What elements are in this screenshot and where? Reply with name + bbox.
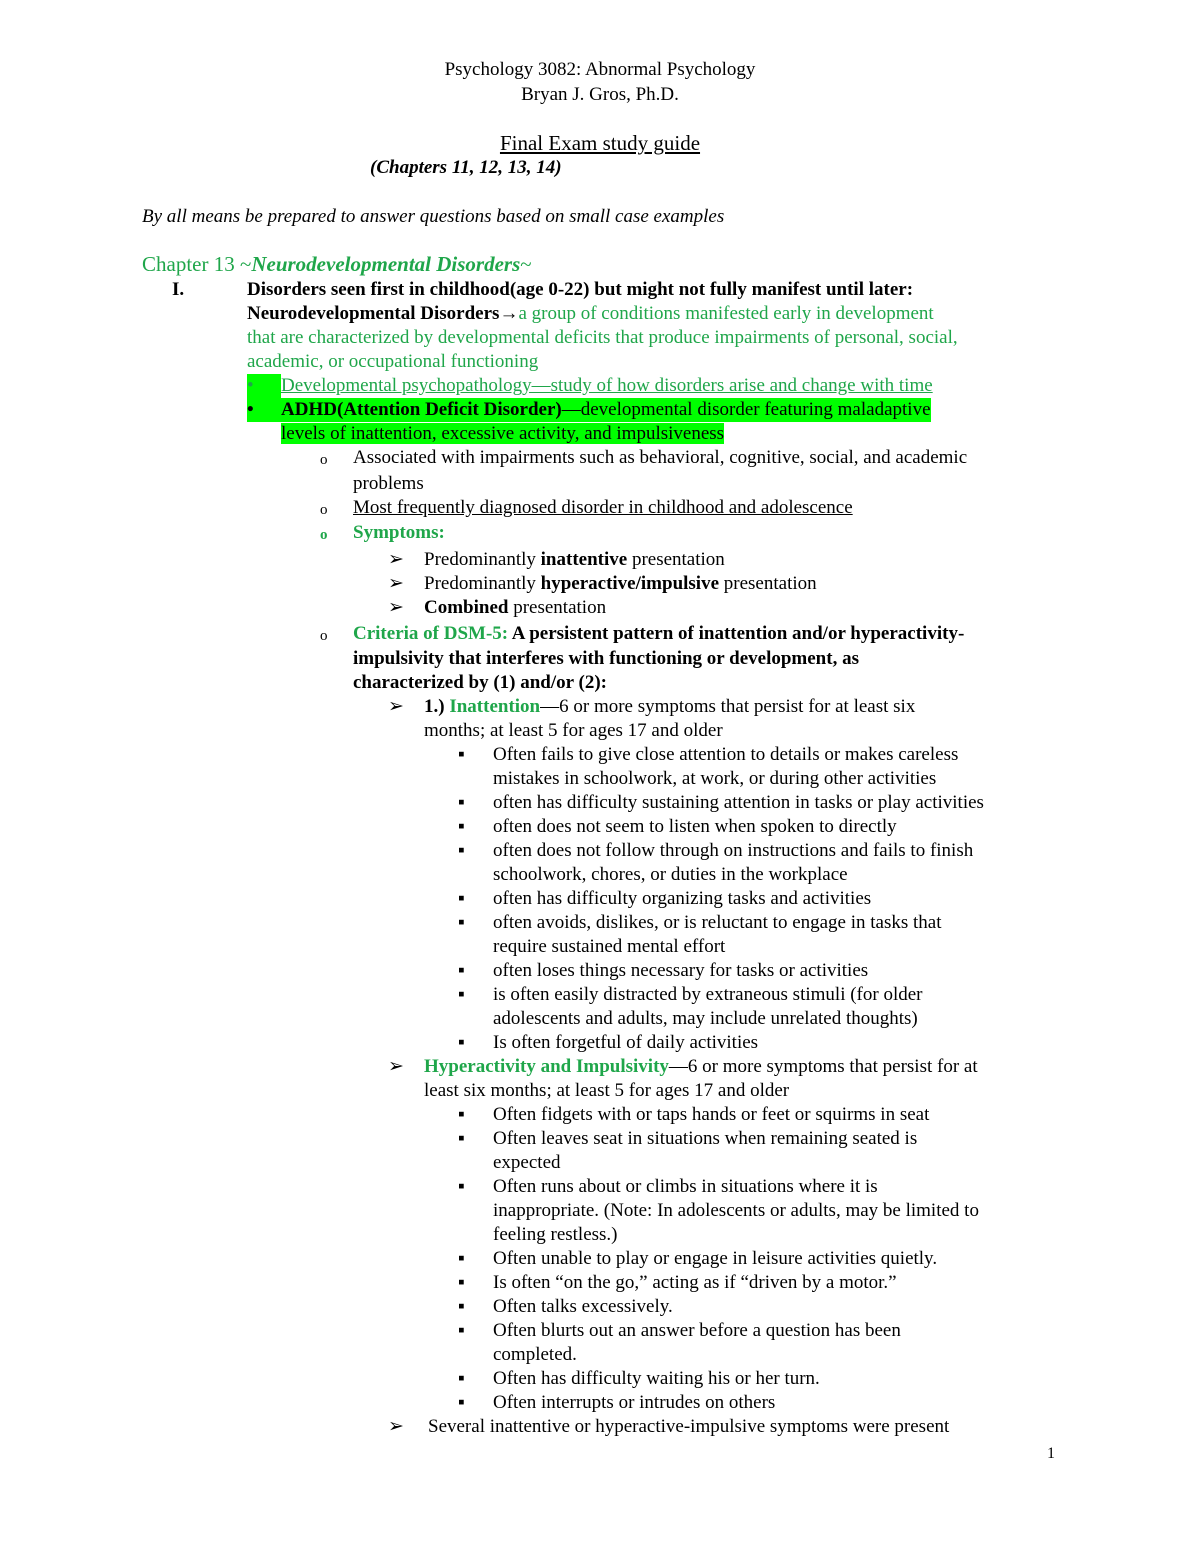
presentation-post: presentation <box>719 573 817 594</box>
hyperactivity-symptom: Often talks excessively. <box>493 1296 673 1317</box>
presentation-item <box>424 596 606 620</box>
square-bullet-icon: ▪ <box>458 888 465 909</box>
section-heading: Disorders seen first in childhood(age 0-22) but might not fully manifest until later: <box>247 279 914 300</box>
hyperactivity-symptom: Often runs about or climbs in situations where it is <box>493 1176 878 1197</box>
square-bullet-icon: ▪ <box>458 1392 465 1413</box>
presentation-pre: Predominantly <box>424 573 541 594</box>
roman-numeral: I. <box>172 279 185 300</box>
inattention-symptom: often avoids, dislikes, or is reluctant to engage in tasks that <box>493 912 942 933</box>
presentation-item <box>424 572 817 596</box>
bullet-icon: • <box>247 374 281 398</box>
inattention-symptom: mistakes in schoolwork, at work, or during other activities <box>493 768 937 789</box>
adhd-def: levels of inattention, excessive activity, and impulsiveness <box>281 423 725 444</box>
presentation-post: presentation <box>627 549 725 570</box>
nd-term: Neurodevelopmental Disorders <box>247 303 500 324</box>
hyperactivity-def: least six months; at least 5 for ages 17 and older <box>424 1080 790 1101</box>
hyperactivity-symptom: inappropriate. (Note: In adolescents or adults, may be limited to <box>493 1200 979 1221</box>
hyperactivity-symptom: feeling restless.) <box>493 1224 618 1245</box>
arrow-bullet-icon: ➢ <box>388 1416 404 1437</box>
inattention-num: 1.) <box>424 696 445 717</box>
inattention-def: months; at least 5 for ages 17 and older <box>424 720 723 741</box>
chapter-name: Neurodevelopmental Disorders <box>251 252 521 276</box>
hyperactivity-line <box>424 1055 978 1079</box>
inattention-label: Inattention <box>449 696 541 717</box>
arrow-bullet-icon: ➢ <box>388 696 404 717</box>
nd-def-text: academic, or occupational functioning <box>247 351 539 372</box>
instructor-name: Bryan J. Gros, Ph.D. <box>521 84 679 105</box>
course-title: Psychology 3082: Abnormal Psychology <box>444 59 756 80</box>
arrow-bullet-icon: ➢ <box>388 549 404 570</box>
square-bullet-icon: ▪ <box>458 816 465 837</box>
presentation-type: Combined <box>424 597 509 618</box>
hyperactivity-symptom: Often leaves seat in situations when remaining seated is <box>493 1128 918 1149</box>
criteria-text: A persistent pattern of inattention and/or hyperactivity- <box>508 623 965 644</box>
devpsych-item <box>247 374 933 398</box>
arrow-bullet-icon: ➢ <box>388 597 404 618</box>
square-bullet-icon: ▪ <box>458 1176 465 1197</box>
presentation-post: presentation <box>508 597 607 618</box>
several-symptoms-text: Several inattentive or hyperactive-impulsive symptoms were present <box>428 1416 950 1437</box>
nd-def-text: a group of conditions manifested early in development <box>518 303 934 324</box>
criteria-line <box>353 622 964 646</box>
presentation-item <box>424 548 725 572</box>
hyperactivity-symptom: Often interrupts or intrudes on others <box>493 1392 776 1413</box>
chapter-label: Chapter 13 ~ <box>142 252 252 276</box>
inattention-symptom: schoolwork, chores, or duties in the workplace <box>493 864 848 885</box>
page-title: Final Exam study guide <box>499 131 701 155</box>
hyperactivity-symptom: Often fidgets with or taps hands or feet or squirms in seat <box>493 1104 930 1125</box>
hyperactivity-label: Hyperactivity and Impulsivity <box>424 1056 669 1077</box>
square-bullet-icon: ▪ <box>458 840 465 861</box>
assoc-text: problems <box>353 473 424 494</box>
square-bullet-icon: ▪ <box>458 984 465 1005</box>
inattention-symptom: often has difficulty organizing tasks and activities <box>493 888 872 909</box>
square-bullet-icon: ▪ <box>458 960 465 981</box>
hyperactivity-symptom: Often blurts out an answer before a question has been <box>493 1320 901 1341</box>
circle-bullet-icon: o <box>320 452 328 468</box>
criteria-label: Criteria of DSM-5: <box>353 623 509 644</box>
devpsych-text: Developmental psychopathology—study of how disorders arise and change with time <box>281 375 933 396</box>
square-bullet-icon: ▪ <box>458 1320 465 1341</box>
arrow-icon: → <box>499 303 519 324</box>
circle-bullet-icon: o <box>320 628 328 644</box>
nd-def-text: that are characterized by developmental deficits that produce impairments of personal, social, <box>247 327 958 348</box>
symptoms-label: Symptoms: <box>353 522 445 543</box>
hyperactivity-def: —6 or more symptoms that persist for at <box>668 1056 978 1077</box>
adhd-term: ADHD(Attention Deficit Disorder) <box>281 399 562 420</box>
hyperactivity-symptom: completed. <box>493 1344 577 1365</box>
assoc-text: Associated with impairments such as behavioral, cognitive, social, and academic <box>353 447 968 468</box>
chapters-subtitle: (Chapters 11, 12, 13, 14) <box>370 157 562 178</box>
chapter-heading <box>142 252 532 276</box>
circle-bullet-icon: o <box>320 502 328 518</box>
adhd-item <box>247 398 931 422</box>
inattention-symptom: Often fails to give close attention to details or makes careless <box>493 744 959 765</box>
circle-bullet-icon: o <box>320 527 328 543</box>
inattention-def: —6 or more symptoms that persist for at least six <box>540 696 916 717</box>
most-frequent-text: Most frequently diagnosed disorder in childhood and adolescence <box>353 497 853 518</box>
square-bullet-icon: ▪ <box>458 1272 465 1293</box>
nd-definition-line <box>247 302 934 326</box>
page-number: 1 <box>1047 1445 1055 1462</box>
inattention-symptom: adolescents and adults, may include unrelated thoughts) <box>493 1008 918 1029</box>
hyperactivity-symptom: Often unable to play or engage in leisure activities quietly. <box>493 1248 938 1269</box>
inattention-symptom: often does not seem to listen when spoken to directly <box>493 816 897 837</box>
inattention-symptom: Is often forgetful of daily activities <box>493 1032 759 1053</box>
hyperactivity-symptom: Often has difficulty waiting his or her turn. <box>493 1368 820 1389</box>
inattention-line <box>424 695 915 719</box>
presentation-type: hyperactive/impulsive <box>540 573 720 594</box>
presentation-pre: Predominantly <box>424 549 541 570</box>
square-bullet-icon: ▪ <box>458 744 465 765</box>
hyperactivity-symptom: expected <box>493 1152 561 1173</box>
hyperactivity-symptom: Is often “on the go,” acting as if “driven by a motor.” <box>493 1272 897 1293</box>
square-bullet-icon: ▪ <box>458 1128 465 1149</box>
inattention-symptom: often loses things necessary for tasks or activities <box>493 960 869 981</box>
inattention-symptom: often has difficulty sustaining attention in tasks or play activities <box>493 792 984 813</box>
arrow-bullet-icon: ➢ <box>388 573 404 594</box>
bullet-icon: • <box>247 399 254 420</box>
arrow-bullet-icon: ➢ <box>388 1056 404 1077</box>
square-bullet-icon: ▪ <box>458 792 465 813</box>
chapter-tail: ~ <box>520 252 532 276</box>
square-bullet-icon: ▪ <box>458 1032 465 1053</box>
square-bullet-icon: ▪ <box>458 1104 465 1125</box>
inattention-symptom: require sustained mental effort <box>493 936 726 957</box>
case-examples-note: By all means be prepared to answer questions based on small case examples <box>142 206 725 227</box>
square-bullet-icon: ▪ <box>458 1368 465 1389</box>
square-bullet-icon: ▪ <box>458 1248 465 1269</box>
adhd-def-cont <box>281 422 724 446</box>
square-bullet-icon: ▪ <box>458 1296 465 1317</box>
adhd-def: —developmental disorder featuring maladaptive <box>561 399 931 420</box>
square-bullet-icon: ▪ <box>458 912 465 933</box>
inattention-symptom: often does not follow through on instructions and fails to finish <box>493 840 974 861</box>
criteria-text: impulsivity that interferes with functioning or development, as <box>353 648 859 669</box>
inattention-symptom: is often easily distracted by extraneous stimuli (for older <box>493 984 923 1005</box>
criteria-text: characterized by (1) and/or (2): <box>353 672 607 693</box>
presentation-type: inattentive <box>540 549 628 570</box>
